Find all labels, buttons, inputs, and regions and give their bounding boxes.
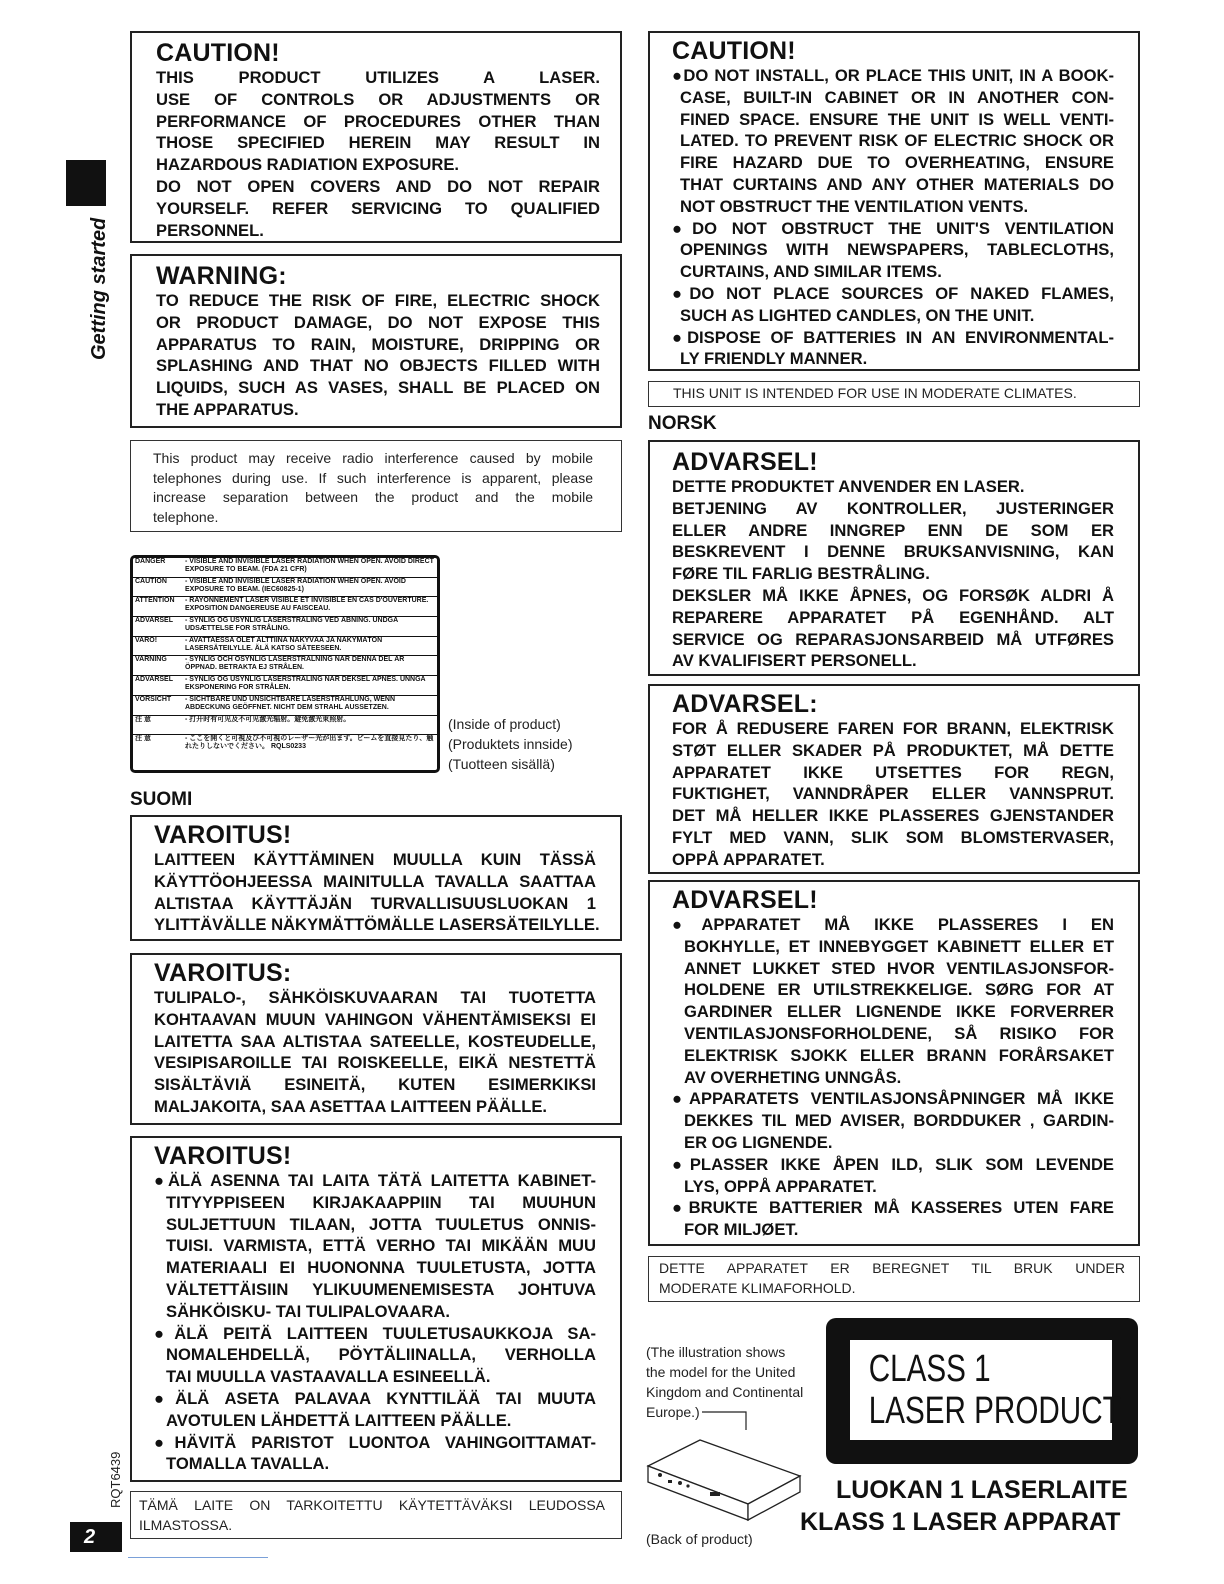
varoitus-text-2: TULIPALO-, SÄHKÖISKUVAARAN TAI TUOTETTA KOHTAAVAN MUUN VAHINGON VÄHENTÄMISEKSI EI LAITETTA SAA ALTISTAA SATEELLE, KOSTEUDELLE, VESIPISAROILLE TAI ROISKEELLE, EIKÄ NESTETTÄ SISÄLTÄVIÄ ESINEITÄ, KUTEN ESIMERKIKSI MALJAKOITA, SAA ASETTAA LAITTEEN PÄÄLLE. xyxy=(154,988,596,1116)
radio-note-box xyxy=(130,440,622,532)
varoitus-box-1 xyxy=(130,815,622,941)
varoitus-text-3: ●ÄLÄ ASENNA TAI LAITA TÄTÄ LAITETTA KABINET- TITYYPPISEEN KIRJAKAAPPIIN TAI MUUHUN SULJETTUUN TILAAN, JOTTA TUULETUS ONNIS- TUISI. VARMISTA, ETTÄ VERHO TAI MIKÄÄN MUU MATERIAALI EI HUONONNA TUULETUSTA, JOTTA VÄLTETTÄISIIN YLIKUUMENEMISESTA JOHTUVA SÄHKÖISKU- TAI TULIPALOVAARA. ●ÄLÄ PEITÄ LAITTEEN TUULETUSAUKKOJA SA- NOMALEHDELLÄ, PÖYTÄLIINALLA, VERHOLLA TAI MUULLA VASTAAVALLA ESINEELLÄ. ●ÄLÄ ASETA PALAVAA KYNTTILÄÄ TAI MUUTA AVOTULEN LÄHDETTÄ LAITTEEN PÄÄLLE. ●HÄVITÄ PARISTOT LUONTOA VAHINGOITTAMAT- TOMALLA TAVALLA. xyxy=(154,1171,596,1474)
norsk-heading: NORSK xyxy=(648,413,717,434)
label-row: CAUTION - VISIBLE AND INVISIBLE LASER RADIATION WHEN OPEN. AVOID EXPOSURE TO BEAM. (IEC60825-1) xyxy=(133,578,437,598)
warning-title: WARNING: xyxy=(156,262,287,290)
label-row: VORSICHT - SICHTBARE UND UNSICHTBARE LASERSTRAHLUNG, WENN ABDECKUNG GEÖFFNET. NICHT DEM STRAHL AUSSETZEN. xyxy=(133,696,437,716)
page-number: 2 xyxy=(70,1522,122,1552)
section-marker xyxy=(66,160,106,206)
radio-note-text: This product may receive radio interference caused by mobile telephones during use. If such interference is apparent, please increase separation between the product and the mobile telephone. xyxy=(153,450,593,525)
advarsel-title-3: ADVARSEL! xyxy=(672,886,818,914)
class1-laser-label xyxy=(826,1318,1138,1464)
advarsel-text-3: ●APPARATET MÅ IKKE PLASSERES I EN BOKHYLLE, ET INNEBYGGET KABINETT ELLER ET ANNET LUKKET STED HVOR VENTILASJONSFOR- HOLDENE ER UTILSTREKKELIGE. SØRG FOR AT GARDINER ELLER LIGNENDE IKKE FORVERRER VENTILASJONSFORHOLDENE, SÅ RISIKO FOR ELEKTRISK SJOKK ELLER BRANN FORÅRSAKET AV OVERHETING UNNGÅS. ●APPARATETS VENTILASJONSÅPNINGER MÅ IKKE DEKKES TIL MED AVISER, BORDDUKER , GARDIN- ER OG LIGNENDE. ●PLASSER IKKE ÅPEN ILD, SLIK SOM LEVENDE LYS, OPPÅ APPARATET. ●BRUKTE BATTERIER MÅ KASSERES UTEN FARE FOR MILJØET. xyxy=(672,915,1114,1240)
label-row: 注 意 - 打开时有可见及不可见激光辐射。避免激光束照射。 xyxy=(133,716,437,736)
luokan-heading: LUOKAN 1 LASERLAITE xyxy=(836,1476,1128,1504)
document-code: RQT6439 xyxy=(108,1451,123,1508)
class1-label-text: CLASS 1 LASER PRODUCT xyxy=(868,1348,1121,1432)
label-row: VARO! - AVATTAESSA OLET ALTTIINA NÄKYVÄÄ JA NÄKYMÄTÖN LASERSÄTEILYLLE. ÄLÄ KATSO SÄTEESEEN. xyxy=(133,637,437,657)
varoitus-title-1: VAROITUS! xyxy=(154,821,292,849)
caution-box xyxy=(130,31,622,243)
label-row: ATTENTION - RAYONNEMENT LASER VISIBLE ET INVISIBLE EN CAS D'OUVERTURE. EXPOSITION DANGEREUSE AU FAISCEAU. xyxy=(133,597,437,617)
warning-text: TO REDUCE THE RISK OF FIRE, ELECTRIC SHOCK OR PRODUCT DAMAGE, DO NOT EXPOSE THIS APPARATUS TO RAIN, MOISTURE, DRIPPING OR SPLASHING AND THAT NO OBJECTS FILLED WITH LIQUIDS, SUCH AS VASES, SHALL BE PLACED ON THE APPARATUS. xyxy=(156,291,600,419)
caution-text: THIS PRODUCT UTILIZES A LASER. USE OF CONTROLS OR ADJUSTMENTS OR PERFORMANCE OF PROCEDURES OTHER THAN THOSE SPECIFIED HEREIN MAY RESULT IN HAZARDOUS RADIATION EXPOSURE. DO NOT OPEN COVERS AND DO NOT REPAIR YOURSELF. REFER SERVICING TO QUALIFIED PERSONNEL. xyxy=(156,68,600,240)
label-row: ADVARSEL - SYNLIG OG USYNLIG LASERSTRÅLING NÅR DEKSEL ÅPNES. UNNGÅ EKSPONERING FOR STRÅLEN. xyxy=(133,676,437,696)
label-row: DANGER - VISIBLE AND INVISIBLE LASER RADIATION WHEN OPEN. AVOID DIRECT EXPOSURE TO BEAM. (FDA 21 CFR) xyxy=(133,558,437,578)
caution-title: CAUTION! xyxy=(156,39,280,67)
varoitus-text-1: LAITTEEN KÄYTTÄMINEN MUULLA KUIN TÄSSÄ KÄYTTÖOHJEESSA MAINITULLA TAVALLA SAATTAA ALTISTAA KÄYTTÄJÄN TURVALLISUUSLUOKAN 1 YLITTÄVÄLLE NÄKYMÄTTÖMÄLLE LASERSÄTEILYLLE. xyxy=(154,850,600,935)
varoitus-box-2 xyxy=(130,953,622,1125)
climate-text: THIS UNIT IS INTENDED FOR USE IN MODERATE CLIMATES. xyxy=(673,385,1077,401)
advarsel-text-2: FOR Å REDUSERE FAREN FOR BRANN, ELEKTRISK STØT ELLER SKADER PÅ PRODUKTET, MÅ DETTE APPARATET IKKE UTSETTES FOR REGN, FUKTIGHET, VANNDRÅPER ELLER VANNSPRUT. DET MÅ HELLER IKKE PLASSERES GJENSTANDER FYLT MED VANN, SLIK SOM BLOMSTERVASER, OPPÅ APPARATET. xyxy=(672,719,1114,869)
suomi-climate-text: TÄMÄ LAITE ON TARKOITETTU KÄYTETTÄVÄKSI LEUDOSSA ILMASTOSSA. xyxy=(139,1497,605,1533)
illustration-note: (The illustration shows the model for the United Kingdom and Continental Europe.) xyxy=(646,1344,804,1420)
varoitus-box-3 xyxy=(130,1136,622,1482)
climate-box xyxy=(648,381,1140,407)
caution-box-2 xyxy=(648,31,1140,371)
advarsel-box-3 xyxy=(648,880,1140,1246)
suomi-climate-box xyxy=(130,1491,622,1539)
label-captions: (Inside of product) (Produktets innside) (Tuotteen sisällä) xyxy=(448,716,573,772)
label-row: ADVARSEL - SYNLIG OG USYNLIG LASERSTRÅLING VED ÅBNING. UNDGÅ UDSÆTTELSE FOR STRÅLING. xyxy=(133,617,437,637)
varoitus-title-2: VAROITUS: xyxy=(154,959,292,987)
warning-box xyxy=(130,254,622,428)
label-row: VARNING - SYNLIG OCH OSYNLIG LASERSTRÅLNING NÄR DENNA DEL ÄR ÖPPNAD. BETRAKTA EJ STRÅLEN. xyxy=(133,656,437,676)
advarsel-title-2: ADVARSEL: xyxy=(672,690,818,718)
norsk-climate-text: DETTE APPARATET ER BEREGNET TIL BRUK UNDER MODERATE KLIMAFORHOLD. xyxy=(659,1260,1125,1296)
advarsel-box-2 xyxy=(648,684,1140,874)
label-row: 注 意 - ここを開くと可視及び不可視のレーザー光が出ます。ビームを直接見たり、触れたりしないでください。 RQLS0233 xyxy=(135,735,434,751)
section-label: Getting started xyxy=(88,217,110,360)
footer-rule xyxy=(128,1557,268,1558)
klass-heading: KLASS 1 LASER APPARAT xyxy=(800,1508,1121,1536)
caution-title-2: CAUTION! xyxy=(672,37,796,65)
back-of-product-caption: (Back of product) xyxy=(646,1531,753,1547)
suomi-heading: SUOMI xyxy=(130,789,193,810)
varoitus-title-3: VAROITUS! xyxy=(154,1142,292,1170)
advarsel-box-1 xyxy=(648,440,1140,676)
advarsel-text-1: DETTE PRODUKTET ANVENDER EN LASER. BETJENING AV KONTROLLER, JUSTERINGER ELLER ANDRE INNGREP ENN DE SOM ER BESKREVENT I DENNE BRUKSANVISNING, KAN FØRE TIL FARLIG BESTRÅLING. DEKSLER MÅ IKKE ÅPNES, OG FORSØK ALDRI Å REPARERE APPARATET PÅ EGENHÅND. ALT SERVICE OG REPARASJONSARBEID MÅ UTFØRES AV KVALIFISERT PERSONELL. xyxy=(672,477,1114,671)
laser-warning-label xyxy=(130,555,440,773)
advarsel-title-1: ADVARSEL! xyxy=(672,448,818,476)
caution-text-2: ●DO NOT INSTALL, OR PLACE THIS UNIT, IN A BOOK- CASE, BUILT-IN CABINET OR IN ANOTHER CON- FINED SPACE. ENSURE THE UNIT IS WELL VENTI- LATED. TO PREVENT RISK OF ELECTRIC SHOCK OR FIRE HAZARD DUE TO OVERHEATING, ENSURE THAT CURTAINS AND ANY OTHER MATERIALS DO NOT OBSTRUCT THE VENTILATION VENTS. ●DO NOT OBSTRUCT THE UNIT'S VENTILATION OPENINGS WITH NEWSPAPERS, TABLECLOTHS, CURTAINS, AND SIMILAR ITEMS. ●DO NOT PLACE SOURCES OF NAKED FLAMES, SUCH AS LIGHTED CANDLES, ON THE UNIT. ●DISPOSE OF BATTERIES IN AN ENVIRONMENTAL- LY FRIENDLY MANNER. xyxy=(672,66,1114,369)
norsk-climate-box xyxy=(648,1256,1140,1302)
